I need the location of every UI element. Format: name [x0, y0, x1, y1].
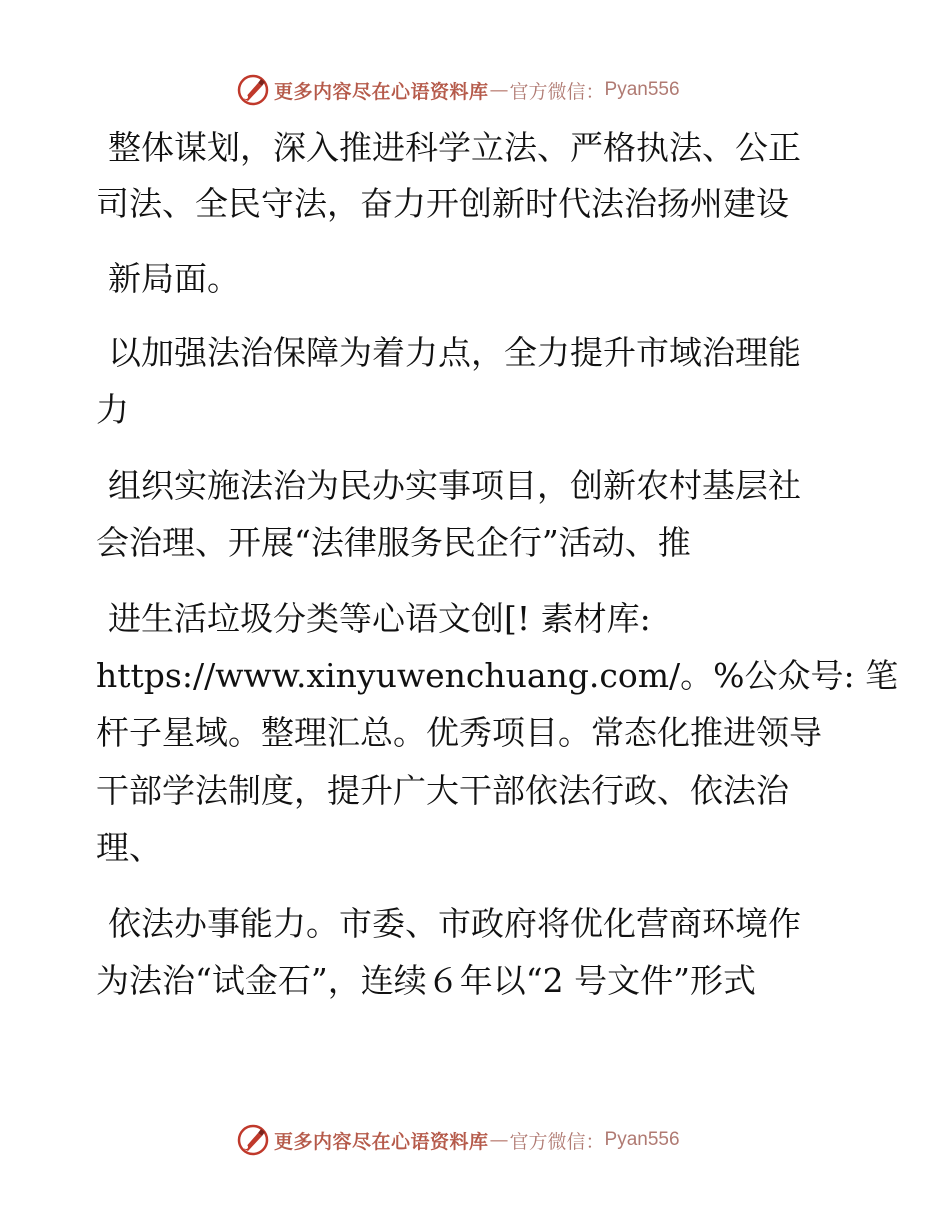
watermark-site-text: 更多内容尽在心语资料库: [274, 80, 489, 103]
text-line: 力: [96, 390, 129, 429]
text-line: 以加强法治保障为着力点，全力提升市域治理能: [108, 333, 801, 372]
watermark-wechat-id: Pyan556: [604, 1129, 680, 1150]
text-line: 进生活垃圾分类等心语文创[! 素材库:: [108, 599, 651, 638]
watermark-separator: —: [489, 1129, 509, 1151]
header-watermark: [236, 72, 680, 108]
text-line: 司法、全民守法，奋力开创新时代法治扬州建设: [96, 184, 789, 223]
watermark-wechat-id: Pyan556: [604, 79, 680, 100]
pen-logo-icon: [236, 73, 270, 107]
text-line: 组织实施法治为民办实事项目，创新农村基层社: [108, 466, 801, 505]
text-line: 干部学法制度，提升广大干部依法行政、依法治: [96, 771, 789, 810]
watermark-label: 官方微信：: [509, 1130, 605, 1153]
footer-watermark: [236, 1122, 680, 1158]
text-line: 杆子星域。整理汇总。优秀项目。常态化推进领导: [96, 713, 822, 752]
text-line: 为法治“试金石”，连续６年以“2 号文件”形式: [96, 961, 756, 1000]
text-line: 理、: [96, 828, 162, 867]
watermark-label: 官方微信：: [509, 80, 605, 103]
pen-logo-icon: [236, 1123, 270, 1157]
text-line: 新局面。: [108, 259, 240, 298]
watermark-site-text: 更多内容尽在心语资料库: [274, 1130, 489, 1153]
text-line: https://www.xinyuwenchuang.com/。%公众号: 笔: [96, 656, 899, 695]
text-line: 依法办事能力。市委、市政府将优化营商环境作: [108, 904, 801, 943]
text-line: 会治理、开展“法律服务民企行”活动、推: [96, 523, 691, 562]
watermark-separator: —: [489, 79, 509, 101]
text-line: 整体谋划，深入推进科学立法、严格执法、公正: [108, 128, 801, 167]
